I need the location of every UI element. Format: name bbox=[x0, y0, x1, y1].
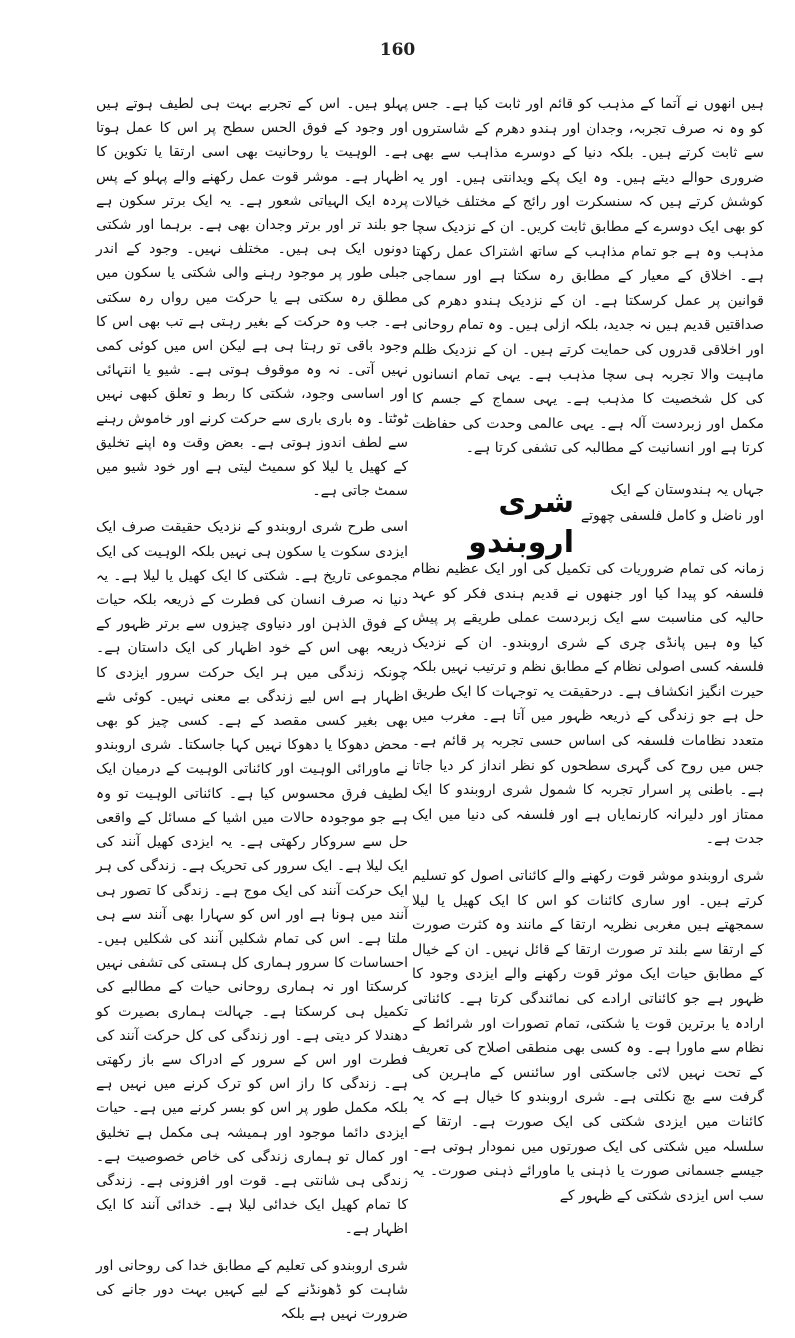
section-subtitle-line1: جہاں یہ ہندوستان کے ایک bbox=[610, 481, 764, 498]
paragraph: پہلو ہیں۔ اس کے تجربے بہت ہی لطیف ہوتے ہیں اور وجود کے فوق الحس سطح پر اس کا عمل ہوتا ہے۔ الوہیت یا روحانیت بھی اسی ارتقا یا تکوین کا اظہار ہے۔ موشر قوت عمل رکھنے والے پہلو کے پس پردہ ایک الہیاتی شعور ہے۔ یہ ایک برتر سکون ہے جو بلند تر اور برتر وجدان بھی ہے۔ برہما اور شکتی دونوں ایک ہی ہیں۔ مختلف نہیں۔ وجود کے اندر جبلی طور پر موجود رہنے والی شکتی یا سکون میں مطلق رہ سکتی ہے یا حرکت میں رواں رہ سکتی ہے۔ جب وہ حرکت کے بغیر رہتی ہے تب بھی اس کا وجود باقی تو رہتا ہی ہے لیکن اس میں کوئی کمی نہیں آتی۔ نہ وہ موقوف ہوتی ہے۔ شیو یا انتہائی اور اساسی وجود، شکتی کا ربط و تعلق کبھی نہیں ٹوٹتا۔ وہ باری باری سے حرکت کرنے اور خاموش رہنے سے لطف اندوز ہوتی ہے۔ بعض وقت وہ اپنے تخلیق کے کھیل یا لیلا کو سمیٹ لیتی ہے اور خود شیو میں سمٹ جاتی ہے۔ bbox=[96, 96, 408, 500]
paragraph: شری اروبندو موشر قوت رکھنے والے کائناتی اصول کو تسلیم کرتے ہیں۔ اور ساری کائنات کو اس کا ایک کھیل یا لیلا سمجھتے ہیں مغربی نظریہ ارتقا کے مانند وہ کثرت صورت کے ارتقا سے بلند تر صورت ارتقا کے قائل نہیں۔ ان کے خیال کے مطابق حیات ایک موثر قوت رکھنے والے ایزدی وجود کا ظہور ہے جو کائناتی ارادے کی نمائندگی کرتا ہے۔ کائناتی ارادہ یا برترین قوت یا شکتی، تمام تصورات اور شرائط کے نظام سے ماورا ہے۔ وہ کسی بھی منطقی اصلاح کی تعریف کے تحت نہیں لائی جاسکتی اور سائنس کے ماہرین کی گرفت سے بچ نکلتی ہے۔ شری اروبندو کا خیال ہے کہ یہ کائنات میں ایزدی شکتی کی ایک صورت ہے۔ ارتقا کے سلسلہ میں شکتی کی ایک صورتوں میں نمودار ہوتی ہے۔ جیسے جسمانی صورت یا ذہنی یا ماورائے ذہنی صورت۔ یہ سب اس ایزدی شکتی کے ظہور کے bbox=[412, 868, 764, 1204]
paragraph: شری اروبندو کی تعلیم کے مطابق خدا کی روحانی اور شاہت کو ڈھونڈنے کے لیے کہیں بہت دور جانے کی ضرورت نہیں ہے بلکہ bbox=[96, 1257, 408, 1322]
section-title: شری اروبندو bbox=[468, 484, 574, 560]
section-subtitle-line2: اور ناضل و کامل فلسفی چھوتے bbox=[580, 507, 764, 524]
page-number: 160 bbox=[379, 40, 416, 60]
paragraph: زمانہ کی تمام ضروریات کی تکمیل کی اور ایک عظیم نظام فلسفہ کو پیدا کیا اور جنھوں نے قدیم ہندی فکر کو عہد حالیہ کی مناسبت سے ایک زبردست عملی طریقے پر پیش کیا وہ ہیں پانڈی چری کے شری اروبندو۔ ان کے نزدیک فلسفہ کسی اصولی نظام کے مطابق نظم و ترتیب نہیں بلکہ حیرت انگیز انکشاف ہے۔ درحقیقت یہ توجہات کا ایک طریق حل ہے جو زندگی کے ذریعہ ظہور میں آتا ہے۔ مغرب میں متعدد نظامات فلسفہ کی اساس حسی تجربہ پر قائم ہے۔ جس میں روح کی گہری سطحوں کو نظر انداز کر دیا جاتا ہے۔ باطنی پر اسرار تجربہ کا شمول شری اروبندو کا ایک ممتاز اور دلیرانہ کارنمایاں ہے اور فلسفہ کی دنیا میں ایک جدت ہے۔ bbox=[412, 560, 764, 848]
right-column bbox=[412, 92, 764, 1220]
left-column bbox=[96, 92, 408, 1338]
paragraph: ہیں انھوں نے آتما کے مذہب کو قائم اور ثابت کیا ہے۔ جس کو وہ نہ صرف تجربہ، وجدان اور ہندو دھرم کے شاستروں سے ثابت کرتے ہیں۔ بلکہ دنیا کے دوسرے مذاہب سے بھی ضروری حوالے دیتے ہیں۔ وہ ایک پکے ویدانتی ہیں۔ اور یہ کوشش کرتے ہیں کہ سنسکرت اور رائج کے مختلف خیالات کو بھی ایک دوسرے کے مطابق ثابت کریں۔ ان کے نزدیک سچا مذہب وہ ہے جو تمام مذاہب کے ساتھ اشتراک عمل رکھتا ہے۔ اخلاق کے معیار کے مطابق رہ سکتا ہے اور سماجی قوانین پر عمل کرسکتا ہے۔ ان کے نزدیک ہندو دھرم کی صداقتیں قدیم ہیں نہ جدید، بلکہ ازلی ہیں۔ وہ تمام روحانی اور اخلاقی قدروں کی حمایت کرتے ہیں۔ ان کے نزدیک ظلم ماہیت والا تجربہ ہی سچا مذہب ہے۔ یہی تمام انسانوں کی کل شخصیت کا مذہب ہے۔ یہی سماج کے جسم کا مکمل اور زبردست آلہ ہے۔ یہی عالمی وحدت کی حفاظت کرتا ہے اور انسانیت کے مطالبہ کی تشفی کرتا ہے۔ bbox=[412, 96, 764, 457]
section-heading bbox=[412, 479, 764, 560]
paragraph: اسی طرح شری اروبندو کے نزدیک حقیقت صرف ایک ایزدی سکوت یا سکون ہی نہیں بلکہ الوہیت کی ایک مجموعی تاریخ ہے۔ شکتی کا ایک کھیل یا لیلا ہے۔ یہ دنیا نہ صرف انسان کی فطرت کے ذریعہ بلکہ حیات کے فوق الذہن اور دنیاوی چیزوں سے برتر ظہور کے ذریعہ بھی اس کے خود اظہار کی ایک داستان ہے۔ چونکہ زندگی میں ہر ایک حرکت سرور ایزدی کا اظہار ہے اس لیے زندگی بے معنی نہیں۔ کوئی شے بھی بغیر کسی مقصد کے ہے۔ کسی چیز کو بھی محض دھوکا یا دھوکا نہیں کہا جاسکتا۔ شری اروبندو نے ماورائی الوہیت اور کائناتی الوہیت کے درمیان ایک لطیف فرق محسوس کیا ہے۔ کائناتی الوہیت تو وہ ہے جو موجودہ حالات میں اشیا کے مسائل کے واقعی حل سے سروکار رکھتی ہے۔ یہ ایزدی کھیل آنند کی ایک لیلا ہے۔ ایک سرور کی تحریک ہے۔ زندگی کی ہر ایک حرکت آنند کی ایک موج ہے۔ زندگی کا تصور ہی آنند میں ہونا ہے اور اس کو سہارا بھی آنند سے ہی ملتا ہے۔ اس کی تمام شکلیں آنند کی شکلیں ہیں۔ احساسات کا سرور ہماری کل ہستی کی تشفی نہیں کرسکتا اور نہ ہماری روحانی حیات کے مطالبے کی تکمیل ہی کرسکتا ہے۔ جہالت ہماری بصیرت کو دھندلا کر دیتی ہے۔ اور زندگی کی کل حرکت آنند کی فطرت اور اس کے سرور کے ادراک سے باز رکھتی ہے۔ زندگی کا راز اس کو ترک کرنے میں نہیں ہے بلکہ مکمل طور پر اس کو بسر کرنے میں ہے۔ حیات ایزدی دائما موجود اور ہمیشہ ہی مکمل ہے تخلیق اور کمال تو ہماری زندگی کی خاص خصوصیت ہے۔ زندگی ہی شانتی ہے۔ قوت اور افزونی ہے۔ زندگی کا تمام کھیل ایک خدائی لیلا ہے۔ خدائی آنند کا ایک اظہار ہے۔ bbox=[96, 519, 408, 1238]
